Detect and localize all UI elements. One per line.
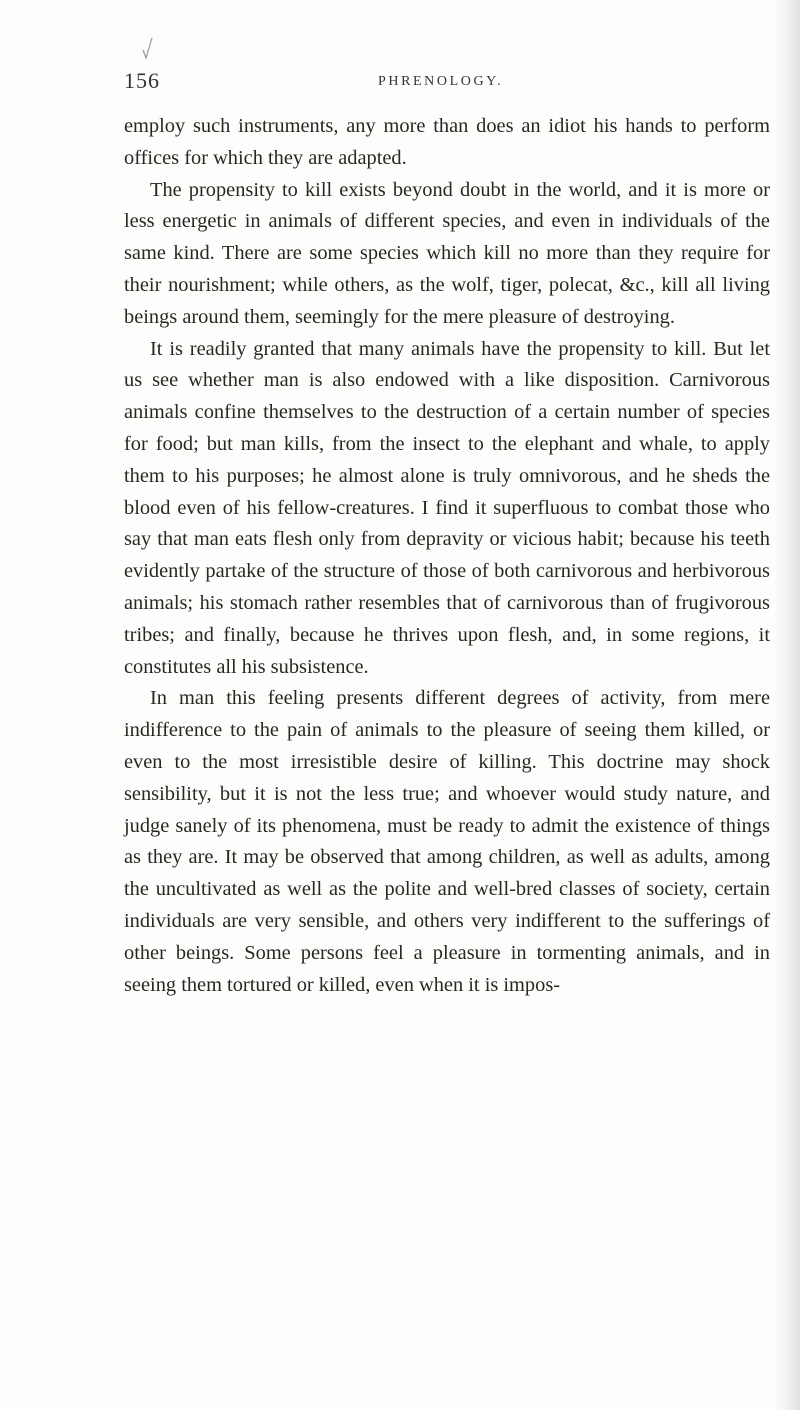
pencil-mark-icon bbox=[141, 36, 155, 62]
page-header bbox=[124, 68, 764, 100]
page-edge-shadow bbox=[774, 0, 800, 1410]
body-text bbox=[124, 111, 770, 1001]
paragraph-3: It is readily granted that many animals have the propensity to kill. But let us see whether man is also endowed with a like disposition. Carnivorous animals confine themselves to the destruction of a certain number of species for food; but man kills, from the insect to the elephant and whale, to apply them to his purposes; he almost alone is truly omnivorous, and he sheds the blood even of his fellow-creatures. I find it superfluous to combat those who say that man eats flesh only from depravity or vicious habit; because his teeth evidently partake of the structure of those of both carnivorous and herbivorous animals; his stomach rather resembles that of carnivorous than of frugivorous tribes; and finally, because he thrives upon flesh, and, in some regions, it constitutes all his subsistence. bbox=[124, 337, 770, 678]
paragraph-4: In man this feeling presents different degrees of activity, from mere indifference to the pain of animals to the pleasure of seeing them killed, or even to the most irresistible desire of killing. This doctrine may shock sensibility, but it is not the less true; and whoever would study nature, and judge sanely of its phenomena, must be ready to admit the existence of things as they are. It may be observed that among children, as well as adults, among the uncultivated as well as the polite and well-bred classes of society, certain individuals are very sensible, and others very indifferent to the sufferings of other beings. Some persons feel a pleasure in tormenting animals, and in seeing them tortured or killed, even when it is impos- bbox=[124, 687, 770, 996]
running-head: PHRENOLOGY. bbox=[378, 74, 504, 89]
page-number: 156 bbox=[124, 68, 160, 93]
paragraph-1: employ such instruments, any more than does an idiot his hands to perform offices for which they are adapted. bbox=[124, 115, 770, 169]
paragraph-2: The propensity to kill exists beyond doubt in the world, and it is more or less energetic in animals of different species, and even in individuals of the same kind. There are some species which kill no more than they require for their nourishment; while others, as the wolf, tiger, polecat, &c., kill all living beings around them, seemingly for the mere pleasure of destroying. bbox=[124, 178, 770, 328]
